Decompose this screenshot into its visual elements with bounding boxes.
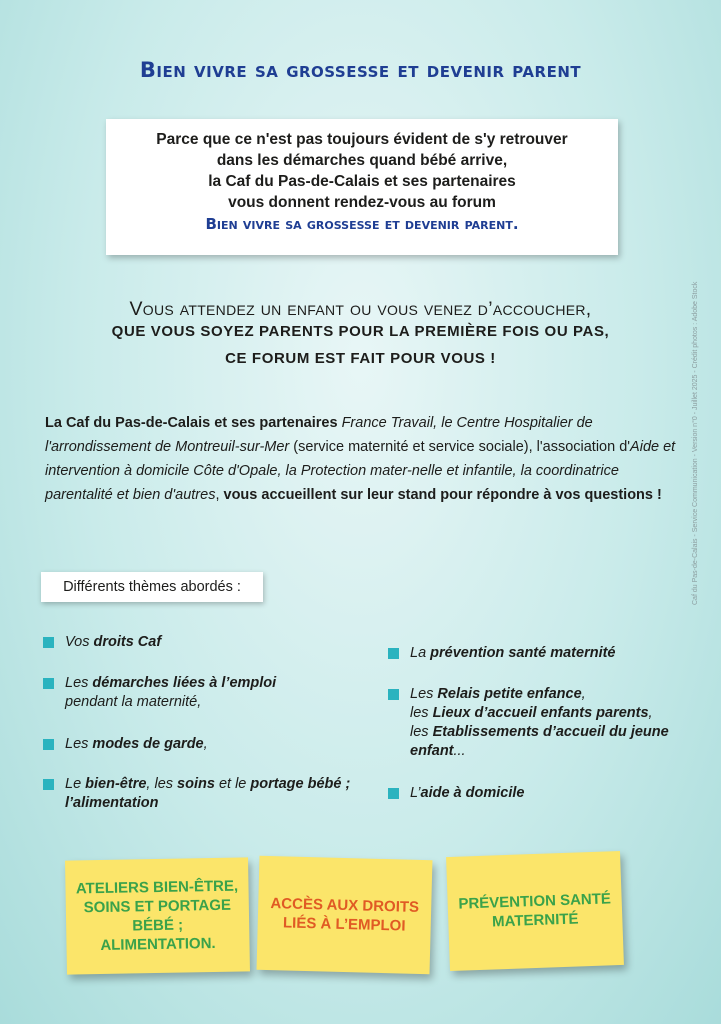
item-text: les (410, 724, 433, 740)
item-text: , les (146, 776, 178, 792)
item-bold: portage bébé ; (250, 776, 351, 792)
item-bold: prévention santé maternité (430, 645, 616, 661)
headline-line-1: Vous attendez un enfant ou vous venez d’accoucher, (129, 298, 592, 320)
item-text: ... (453, 743, 466, 759)
item-text: les (410, 705, 433, 721)
intro-line: Parce que ce n'est pas toujours évident de s'y retrouver (156, 131, 568, 148)
list-item (65, 735, 365, 754)
item-bold: aide à domicile (420, 785, 525, 801)
list-item (65, 633, 365, 652)
item-text: , (203, 736, 208, 752)
para-bold: La Caf du Pas-de-Calais et ses partenaires (45, 415, 338, 431)
item-bold: l’alimentation (65, 795, 159, 811)
item-bold: soins (177, 776, 215, 792)
page-title: Bien vivre sa grossesse et devenir parent (139, 58, 582, 82)
intro-line: la Caf du Pas-de-Calais et ses partenaires (208, 173, 516, 190)
item-text: Le (65, 776, 86, 792)
headline-line-2: QUE VOUS SOYEZ PARENTS POUR LA PREMIÈRE FOIS OU PAS, (111, 323, 610, 340)
intro-forum-name: Bien vivre sa grossesse et devenir parent. (205, 215, 519, 233)
credit-text: Caf du Pas-de-Calais - Service Communication - Version n°0 - Juillet 2025 - Crédit photos : Adobe Stock (692, 281, 699, 605)
item-text: pendant la maternité, (65, 694, 202, 710)
square-bullet-icon (43, 678, 54, 689)
item-bold: modes de garde (92, 736, 204, 752)
item-text: et le (214, 776, 251, 792)
item-text: , (648, 705, 653, 721)
square-bullet-icon (388, 648, 399, 659)
square-bullet-icon (43, 779, 54, 790)
para-italic: Aide et intervention à domicile Côte d'Opale, la Protection mater-nelle et infantile, la coordinatrice parentalité et bien d'autres (45, 439, 676, 503)
list-item (410, 784, 690, 803)
item-bold: droits Caf (93, 634, 162, 650)
intro-line: vous donnent rendez-vous au forum (228, 194, 496, 211)
square-bullet-icon (388, 689, 399, 700)
postit-ateliers: ATELIERS BIEN-ÊTRE, SOINS ET PORTAGE BÉBÉ ; ALIMENTATION. (65, 857, 250, 974)
item-text: , (581, 686, 586, 702)
item-bold: Etablissements d’accueil du jeune enfant (410, 724, 669, 759)
list-item (65, 674, 365, 712)
intro-line: dans les démarches quand bébé arrive, (216, 152, 508, 169)
item-text: Les (65, 675, 93, 691)
postit-prevention: PRÉVENTION SANTÉ MATERNITÉ (446, 851, 624, 971)
square-bullet-icon (43, 637, 54, 648)
themes-label: Différents thèmes abordés : (41, 572, 263, 602)
square-bullet-icon (43, 739, 54, 750)
item-text: Les (65, 736, 93, 752)
item-text: Les (410, 686, 438, 702)
item-text: Vos (65, 634, 94, 650)
intro-box (106, 119, 618, 255)
item-bold: bien-être (85, 776, 147, 792)
item-bold: Relais petite enfance (437, 686, 582, 702)
para-text: (service maternité et service sociale), l'association d' (289, 439, 631, 455)
square-bullet-icon (388, 788, 399, 799)
list-item (410, 685, 690, 761)
para-italic: France Travail, le Centre Hospitalier de l'arrondissement de Montreuil-sur-Mer (45, 415, 593, 455)
item-bold: Lieux d’accueil enfants parents (432, 705, 649, 721)
headline-line-3: CE FORUM EST FAIT POUR VOUS ! (225, 350, 496, 367)
para-bold: vous accueillent sur leur stand pour répondre à vos questions ! (223, 487, 662, 503)
postit-acces-droits: ACCÈS AUX DROITS LIÉS À L’EMPLOI (257, 856, 433, 974)
para-text: , (215, 487, 224, 503)
partners-paragraph (45, 411, 685, 507)
item-bold: démarches liées à l’emploi (92, 675, 277, 691)
list-item (410, 644, 690, 663)
list-item (65, 775, 385, 813)
item-text: L’ (410, 785, 421, 801)
item-text: La (410, 645, 431, 661)
